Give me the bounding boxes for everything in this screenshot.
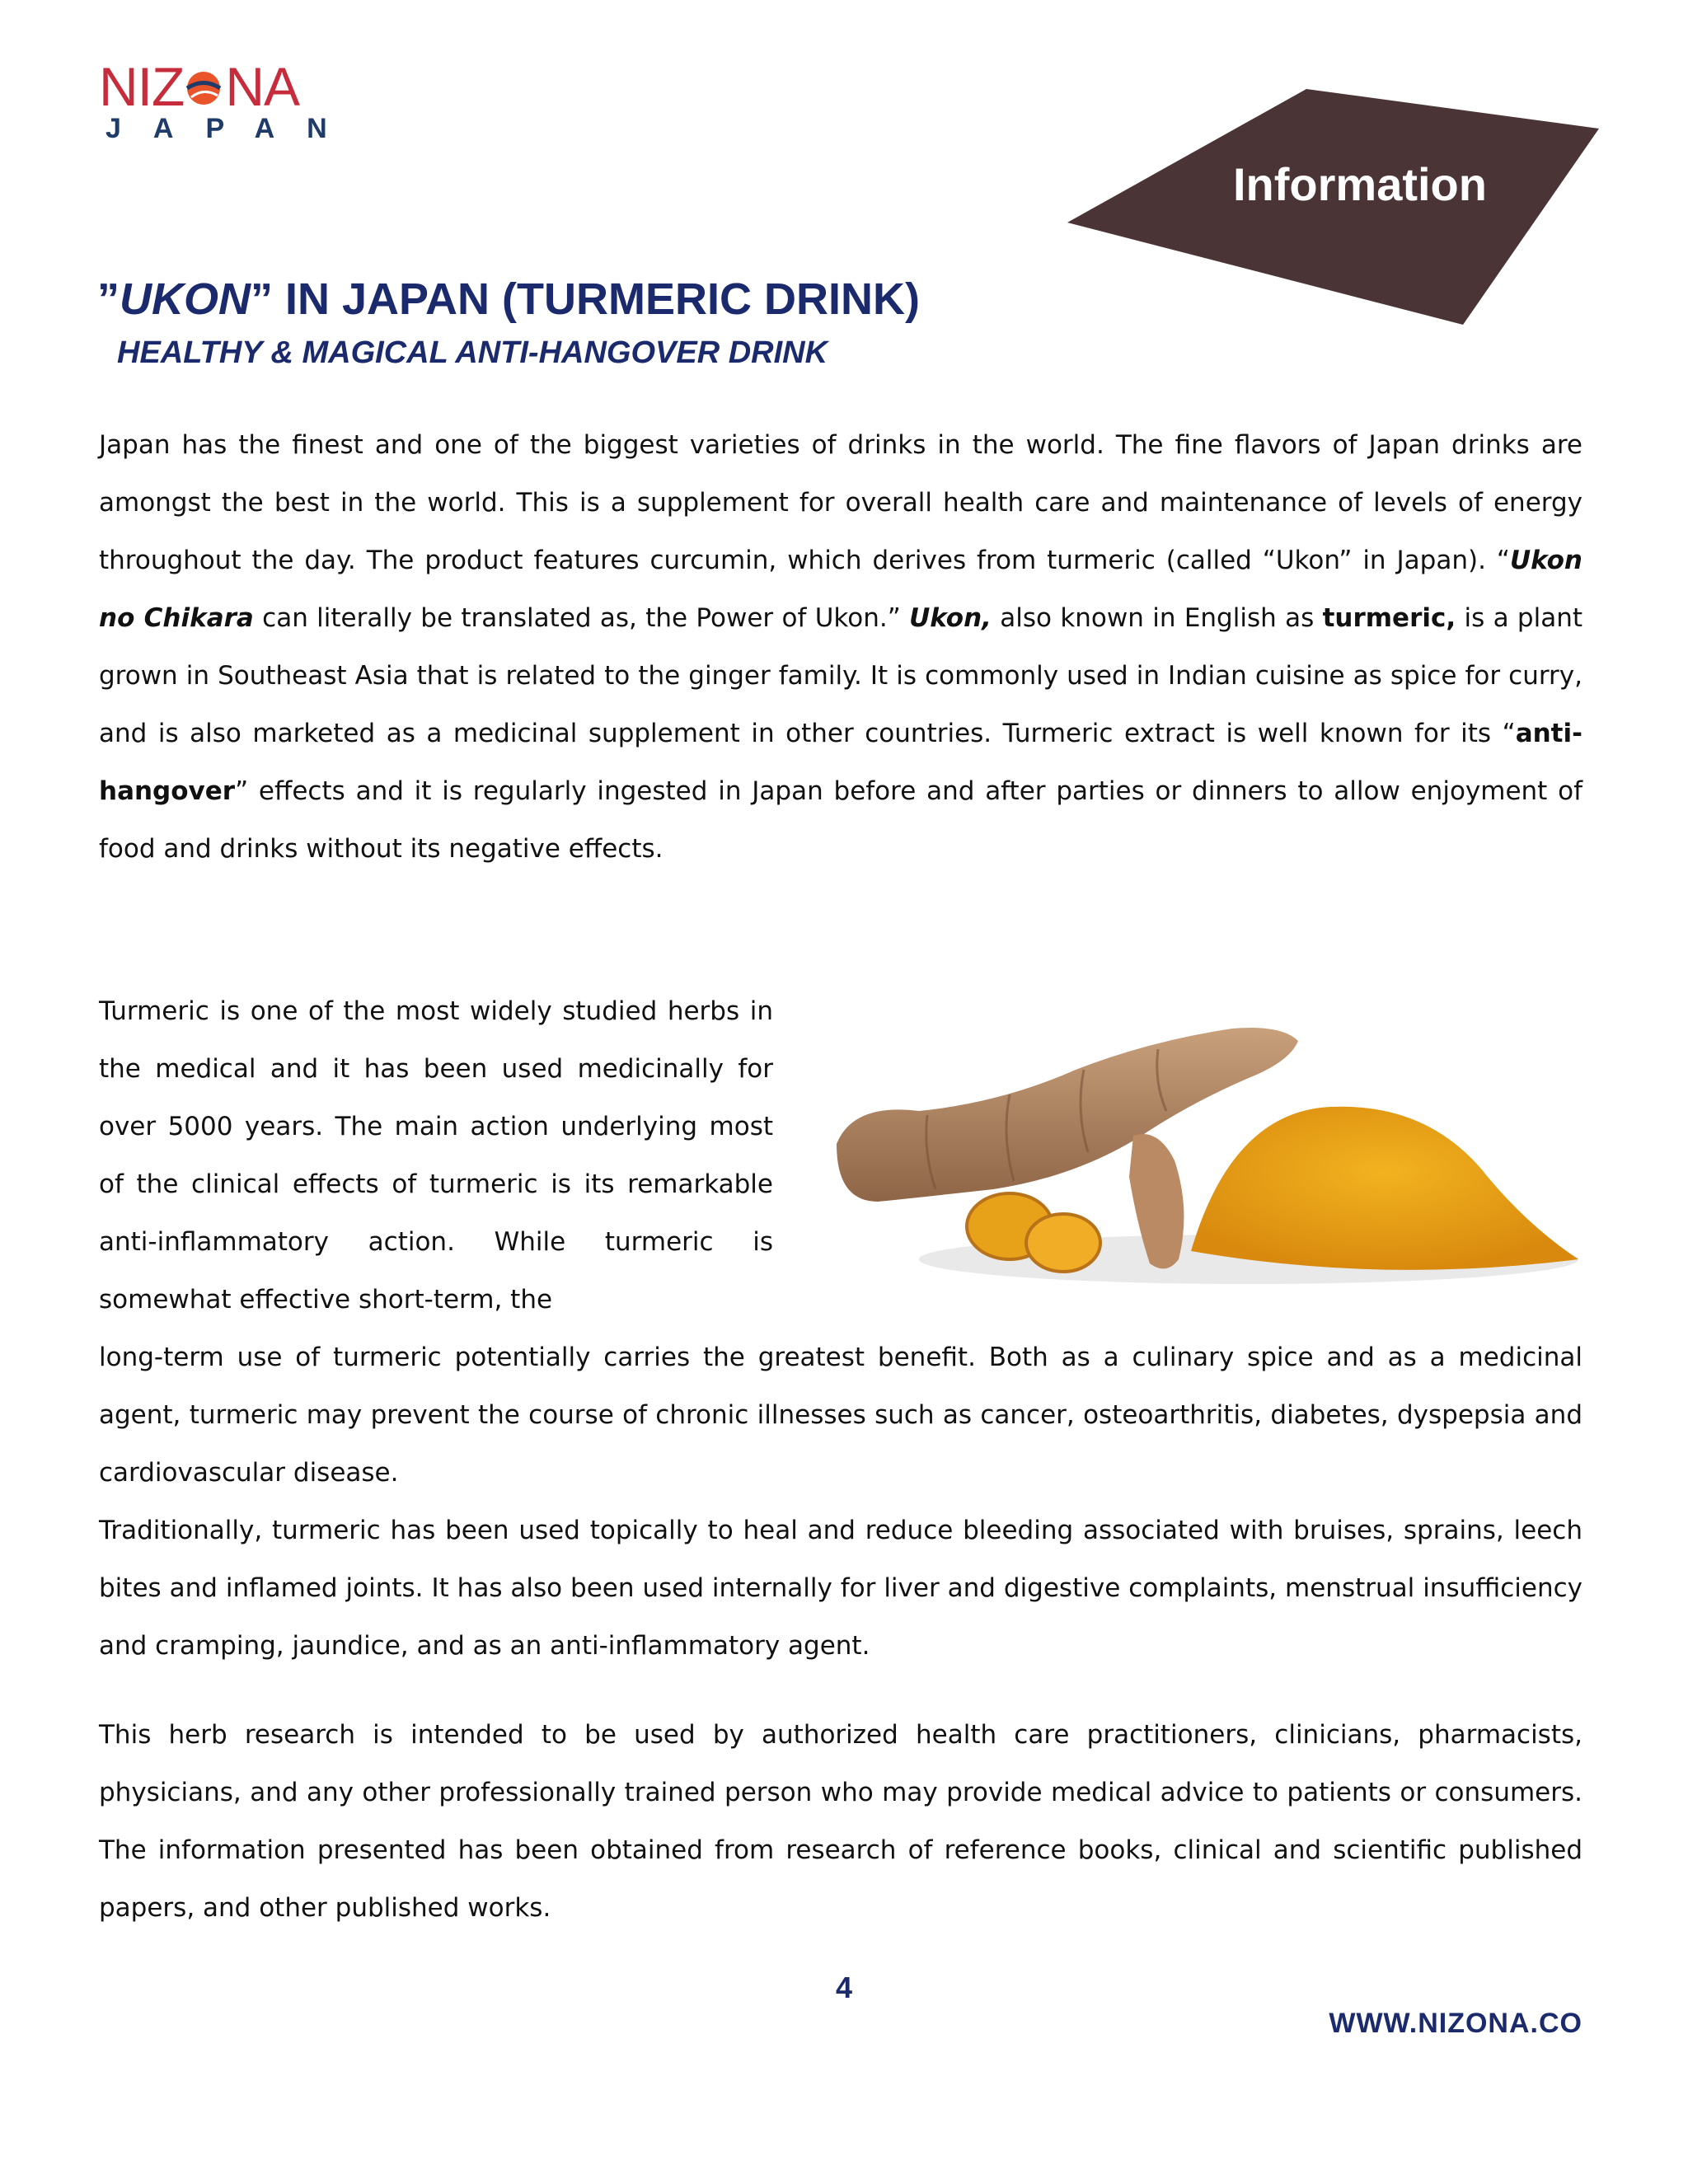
logo-word-left: NIZ bbox=[99, 56, 185, 117]
page-number: 4 bbox=[835, 1971, 853, 2004]
page-title bbox=[97, 272, 920, 326]
turmeric-root-image bbox=[804, 1012, 1595, 1292]
research-paragraph-bottom: long-term use of turmeric potentially carries the greatest benefit. Both as a culinary spice and as a medicinal agent, turmeric may prevent the course of chronic illnesses such as cancer, osteoarthritis, diabetes, dyspepsia and cardiovascular disease. bbox=[99, 1343, 1582, 1488]
logo-word-right: NA bbox=[225, 56, 300, 117]
globe-icon bbox=[185, 69, 223, 107]
title-quote-close: ” bbox=[251, 274, 273, 324]
title-quote-open: ” bbox=[97, 274, 120, 324]
disclaimer-paragraph: This herb research is intended to be used by authorized health care practitioners, clinicians, pharmacists, physicians, and any other professionally trained person who may provide medical advice to patients or consumers. The information presented has been obtained from research of reference books, clinical and scientific published papers, and other published works. bbox=[99, 1720, 1582, 1923]
title-ukon: UKON bbox=[120, 274, 251, 324]
page-subtitle: HEALTHY & MAGICAL ANTI-HANGOVER DRINK bbox=[117, 335, 828, 370]
intro-paragraph bbox=[99, 416, 1582, 878]
p1-turmeric: turmeric, bbox=[1322, 603, 1456, 633]
p1-text-i: ” effects and it is regularly ingested in Japan before and after parties or dinners to allow enjoyment of food and drinks without its negative effects. bbox=[99, 776, 1582, 864]
p1-text-e: also known in English as bbox=[991, 603, 1323, 633]
logo-subtitle: JAPAN bbox=[106, 113, 359, 144]
p1-ukon: Ukon, bbox=[909, 603, 992, 633]
website-link[interactable]: WWW.NIZONA.CO bbox=[1329, 2008, 1582, 2039]
p1-anti-hangover: anti-hangover bbox=[99, 719, 1582, 806]
research-paragraph-top: Turmeric is one of the most widely studied herbs in the medical and it has been used medicinally for over 5000 years. The main action underlying most of the clinical effects of turmeric is its remarkable anti-inflammatory action. While turmeric is somewhat effective short-term, the bbox=[99, 996, 773, 1315]
nizona-logo bbox=[99, 56, 359, 144]
p1-text-c: can literally be translated as, the Power of Ukon.” bbox=[253, 603, 910, 633]
traditional-use-paragraph: Traditionally, turmeric has been used topically to heal and reduce bleeding associated with bruises, sprains, leech bites and inflamed joints. It has also been used internally for liver and digestive complaints, menstrual insufficiency and cramping, jaundice, and as an anti-inflammatory agent. bbox=[99, 1516, 1582, 1661]
p1-text-a: Japan has the finest and one of the biggest varieties of drinks in the world. The fine flavors of Japan drinks are amongst the best in the world. This is a supplement for overall health care and maintenance of levels of energy throughout the day. The product features curcumin, which derives from turmeric (called “Ukon” in Japan). “ bbox=[99, 430, 1582, 575]
banner-label: Information bbox=[1233, 158, 1487, 210]
title-rest: IN JAPAN (TURMERIC DRINK) bbox=[273, 274, 920, 324]
p1-ukon-no-chikara: Ukon no Chikara bbox=[99, 546, 1582, 633]
p1-text-g: is a plant grown in Southeast Asia that is related to the ginger family. It is commonly used in Indian cuisine as spice for curry, and is also marketed as a medicinal supplement in other countries. Turmeric extract is well known for its “ bbox=[99, 603, 1582, 748]
